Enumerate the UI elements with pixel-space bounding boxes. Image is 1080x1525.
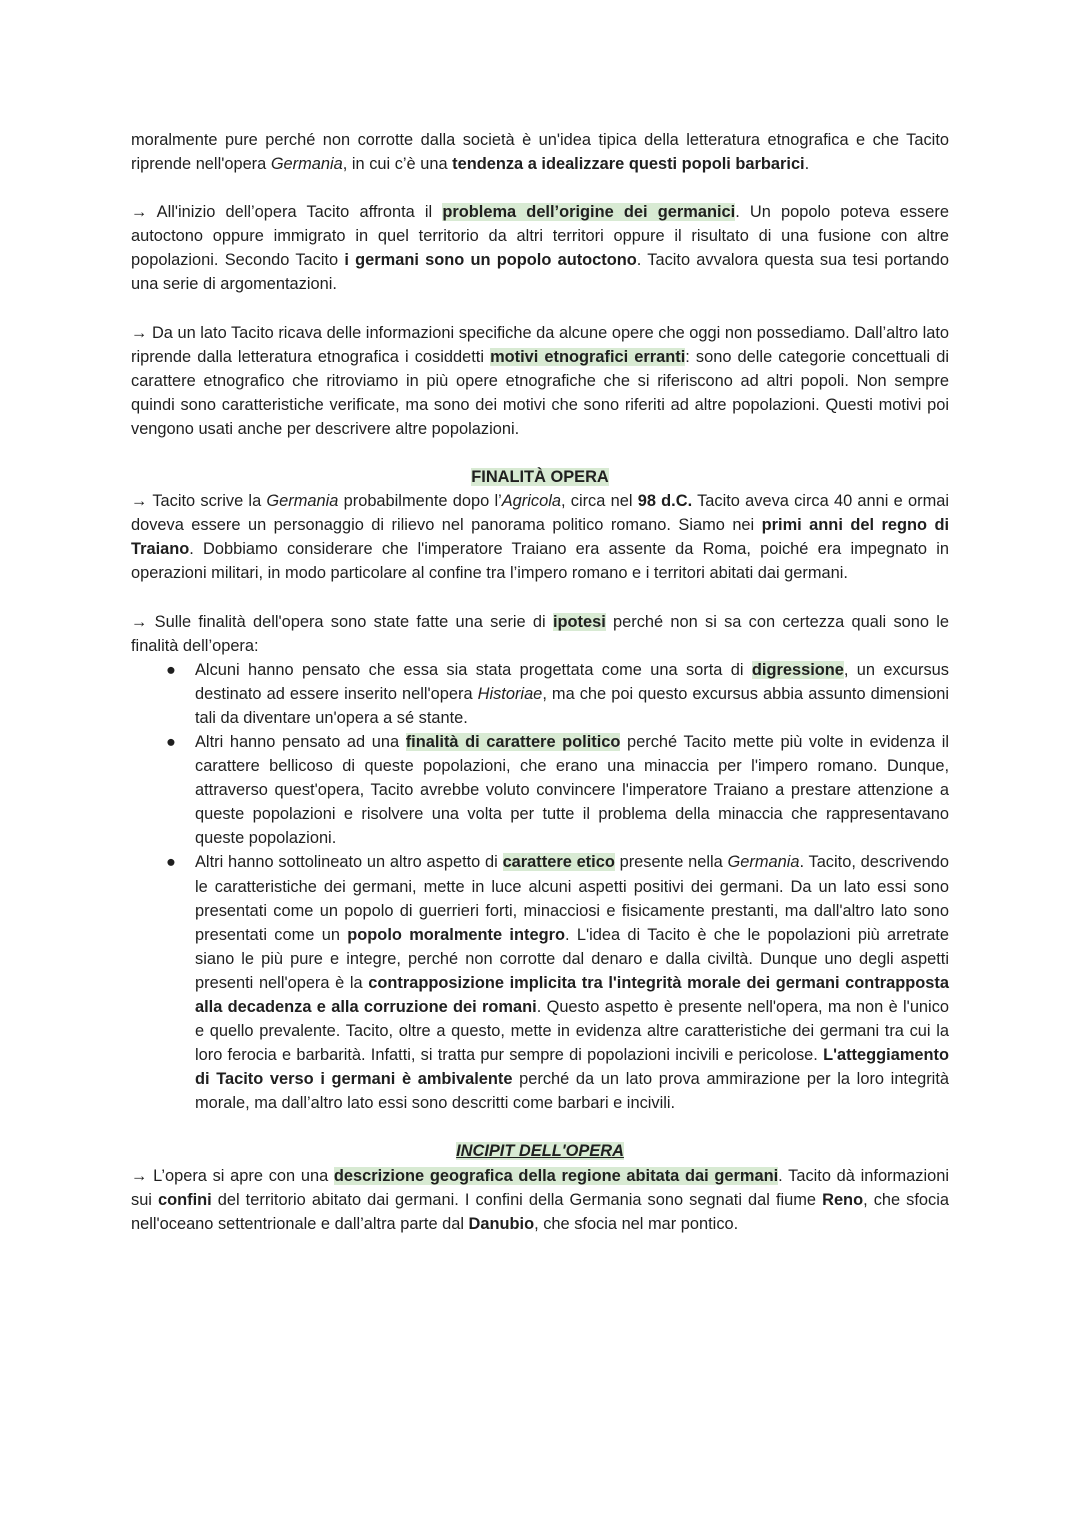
paragraph-origine: → All'inizio dell’opera Tacito affronta il problema dell’origine dei germanici. Un popolo poteva essere autoctono oppure immigrato in quel territorio da altri territori oppure il risultato di una fusione con altre popolazioni. Secondo Tacito i germani sono un popolo autoctono. Tacito avvalora questa sua tesi portando una serie di argomentazioni. [131,203,949,294]
list-item: ● Alcuni hanno pensato che essa sia stata progettata come una sorta di digressione, un excursus destinato ad essere inserito nell'opera Historiae, ma che poi questo excursus abbia assunto dimensioni tali da diventare un'opera a sé stante. [131,658,949,730]
paragraph-incipit: → L’opera si apre con una descrizione geografica della regione abitata dai germani. Tacito dà informazioni sui confini del territorio abitato dai germani. I confini della Germania sono segnati dal fiume Reno, che sfocia nell'oceano settentrionale e dall’altra parte dal Danubio, che sfocia nel mar pontico. [131,1166,949,1233]
bullet-icon: ● [166,732,176,751]
bullet-icon: ● [166,660,176,679]
list-item: ● Altri hanno sottolineato un altro aspetto di carattere etico presente nella Germania. Tacito, descrivendo le caratteristiche dei germani, mette in luce alcuni aspetti positivi dei germani. Da un lato essi sono presentati come un popolo di guerrieri forti, minacciosi e fisicamente prestanti, ma dall'altro lato sono presentati come un popolo moralmente integro. L'idea di Tacito è che le popolazioni più arretrate siano le più pure e integre, perché non corrotte dal denaro e dalla civiltà. Dunque uno degli aspetti presenti nell'opera è la contrapposizione implicita tra l'integrità morale dei germani contrapposta alla decadenza e alla corruzione dei romani. Questo aspetto è presente nell'opera, ma non è l'unico e quello prevalente. Tacito, oltre a questo, mette in evidenza altre caratteristiche dei germani tra cui la loro ferocia e barbarità. Infatti, si tratta pur sempre di popolazioni incivili e pericolose. L'atteggiamento di Tacito verso i germani è ambivalente perché da un lato prova ammirazione per la loro integrità morale, ma dall’altro lato essi sono descritti come barbari e incivili. [131,850,949,1115]
paragraph-motivi: → Da un lato Tacito ricava delle informazioni specifiche da alcune opere che oggi non possediamo. Dall’altro lato riprende dalla letteratura etnografica i cosiddetti motivi etnografici erranti: sono delle categorie concettuali di carattere etnografico che ritroviamo in più opere etnografiche che si riferiscono ad altri popoli. Non sempre quindi sono caratteristiche verificate, ma sono dei motivi che sono riferiti ad altre popolazioni. Questi motivi poi vengono usati anche per descrivere altre popolazioni. [131,323,949,438]
heading-incipit: INCIPIT DELL'OPERA [456,1142,624,1161]
document-page [131,128,949,1236]
heading-finalita: FINALITÀ OPERA [471,468,609,487]
list-item: ● Altri hanno pensato ad una finalità di carattere politico perché Tacito mette più volte in evidenza il carattere bellicoso di queste popolazioni, che erano una minaccia per l'impero romano. Dunque, attraverso quest'opera, Tacito avrebbe voluto convincere l'imperatore Traiano a prestare attenzione a queste popolazioni e risolvere una volta per tutte il problema della minaccia che rappresentavano queste popolazioni. [131,730,949,850]
bullet-icon: ● [166,853,176,872]
paragraph-datazione: → Tacito scrive la Germania probabilmente dopo l’Agricola, circa nel 98 d.C. Tacito aveva circa 40 anni e ormai doveva essere un personaggio di rilievo nel panorama politico romano. Siamo nei primi anni del regno di Traiano. Dobbiamo considerare che l'imperatore Traiano era assente da Roma, poiché era impegnato in operazioni militari, in modo particolare al confine tra l’impero romano e i territori abitati dai germani. [131,492,950,583]
paragraph-ipotesi: → Sulle finalità dell'opera sono state fatte una serie di ipotesi perché non si sa con certezza quali sono le finalità dell’opera: [131,612,949,655]
paragraph-intro: moralmente pure perché non corrotte dalla società è un'idea tipica della letteratura etnografica e che Tacito riprende nell'opera Germania, in cui c’è una tendenza a idealizzare questi popoli barbarici. [131,131,949,174]
hypotheses-list [131,658,949,1116]
